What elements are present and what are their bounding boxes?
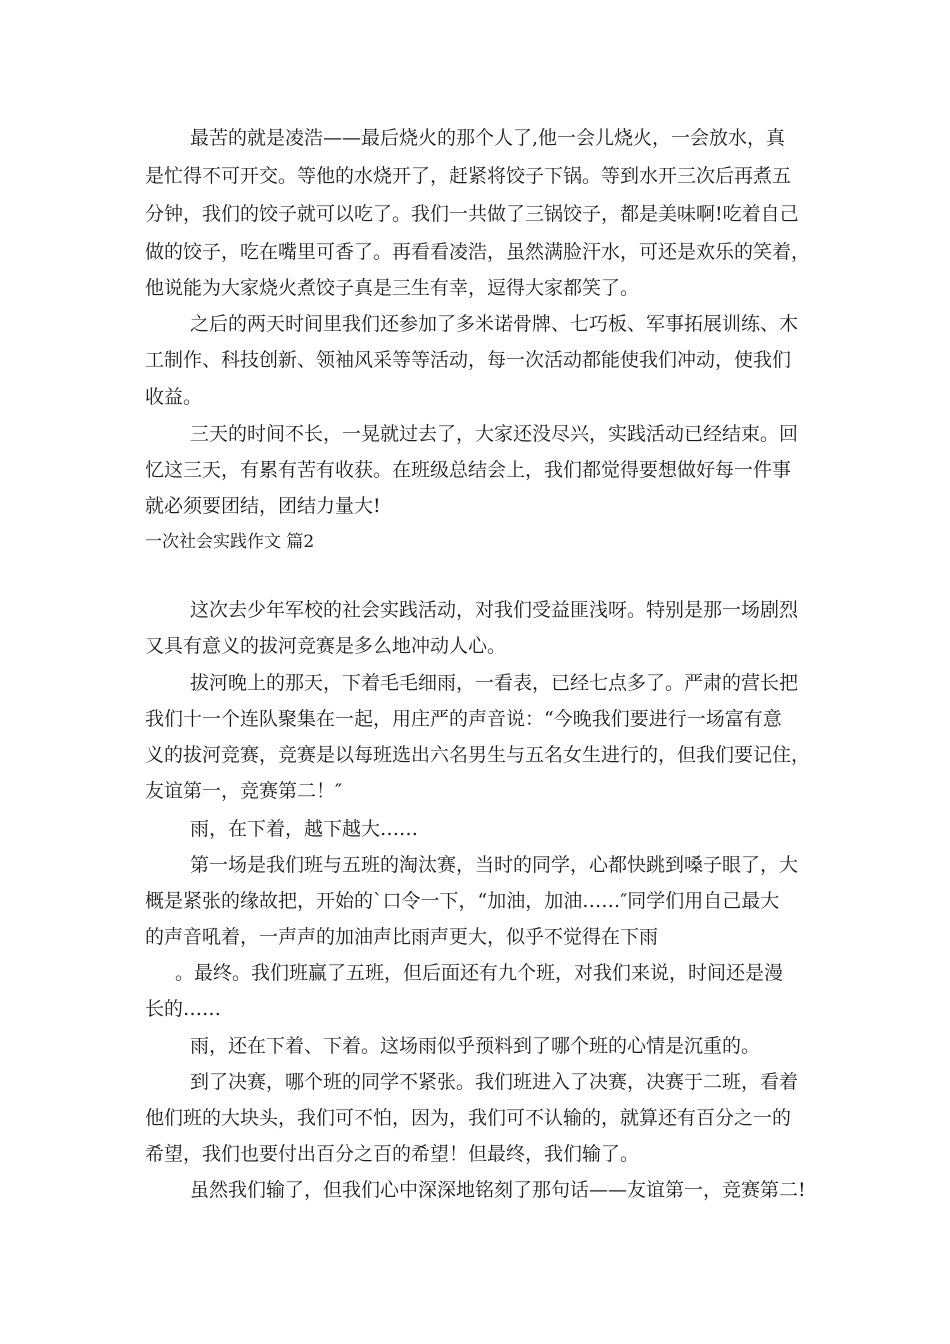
paragraph-line: 这次去少年军校的社会实践活动，对我们受益匪浅呀。特别是那一场剧烈 xyxy=(190,599,799,621)
paragraph-line: 做的饺子，吃在嘴里可香了。再看看凌浩，虽然满脸汗水，可还是欢乐的笑着， xyxy=(145,241,811,263)
paragraph-line: 之后的两天时间里我们还参加了多米诺骨牌、七巧板、军事拓展训练、木 xyxy=(190,313,799,335)
paragraph-line: 的声音吼着，一声声的加油声比雨声更大，似乎不觉得在下雨 xyxy=(145,926,659,948)
paragraph-line: 就必须要团结，团结力量大! xyxy=(145,495,381,517)
paragraph-line: 三天的时间不长，一晃就过去了，大家还没尽兴，实践活动已经结束。回 xyxy=(190,423,799,445)
paragraph-line: 他们班的大块头，我们可不怕，因为，我们可不认输的，就算还有百分之一的 xyxy=(145,1107,792,1129)
paragraph-line: 我们十一个连队聚集在一起，用庄严的声音说：“今晚我们要进行一场富有意 xyxy=(145,708,782,730)
section-heading: 一次社会实践作文 篇2 xyxy=(145,532,315,552)
paragraph-line: 雨，在下着，越下越大…… xyxy=(190,818,419,840)
paragraph-line: 雨，还在下着、下着。这场雨似乎预料到了哪个班的心情是沉重的。 xyxy=(190,1035,761,1057)
paragraph-line: 义的拔河竞赛，竞赛是以每班选出六名男生与五名女生进行的，但我们要记住， xyxy=(145,744,811,766)
paragraph-line: 忆这三天，有累有苦有收获。在班级总结会上，我们都觉得要想做好每一件事 xyxy=(145,459,792,481)
paragraph-line: 概是紧张的缘故把，开始的`口令一下，“加油，加油……″同学们用自己最大 xyxy=(145,890,780,912)
paragraph-line: 第一场是我们班与五班的淘汰赛，当时的同学，心都快跳到嗓子眼了，大 xyxy=(190,854,799,876)
paragraph-line: 。最终。我们班赢了五班，但后面还有九个班，对我们来说，时间还是漫 xyxy=(175,962,784,984)
paragraph-line: 又具有意义的拔河竞赛是多么地冲动人心。 xyxy=(145,635,507,657)
paragraph-line: 拔河晚上的那天，下着毛毛细雨，一看表，已经七点多了。严肃的营长把 xyxy=(190,672,799,694)
paragraph-line: 分钟，我们的饺子就可以吃了。我们一共做了三锅饺子，都是美味啊!吃着自己 xyxy=(145,203,799,225)
paragraph-line: 最苦的就是凌浩——最后烧火的那个人了,他一会儿烧火，一会放水，真 xyxy=(190,127,786,149)
paragraph-line: 希望，我们也要付出百分之百的希望！但最终，我们输了。 xyxy=(145,1143,640,1165)
paragraph-line: 长的…… xyxy=(145,998,222,1020)
paragraph-line: 到了决赛，哪个班的同学不紧张。我们班进入了决赛，决赛于二班，看着 xyxy=(190,1071,799,1093)
paragraph-line: 虽然我们输了，但我们心中深深地铭刻了那句话——友谊第一，竞赛第二! xyxy=(190,1179,806,1201)
paragraph-line: 他说能为大家烧火煮饺子真是三生有幸，逗得大家都笑了。 xyxy=(145,277,640,299)
paragraph-line: 友谊第一，竞赛第二！″ xyxy=(145,780,343,802)
paragraph-line: 是忙得不可开交。等他的水烧开了，赶紧将饺子下锅。等到水开三次后再煮五 xyxy=(145,165,792,187)
paragraph-line: 工制作、科技创新、领袖风采等等活动，每一次活动都能使我们冲动，使我们 xyxy=(145,349,792,371)
paragraph-line: 收益。 xyxy=(145,386,203,408)
